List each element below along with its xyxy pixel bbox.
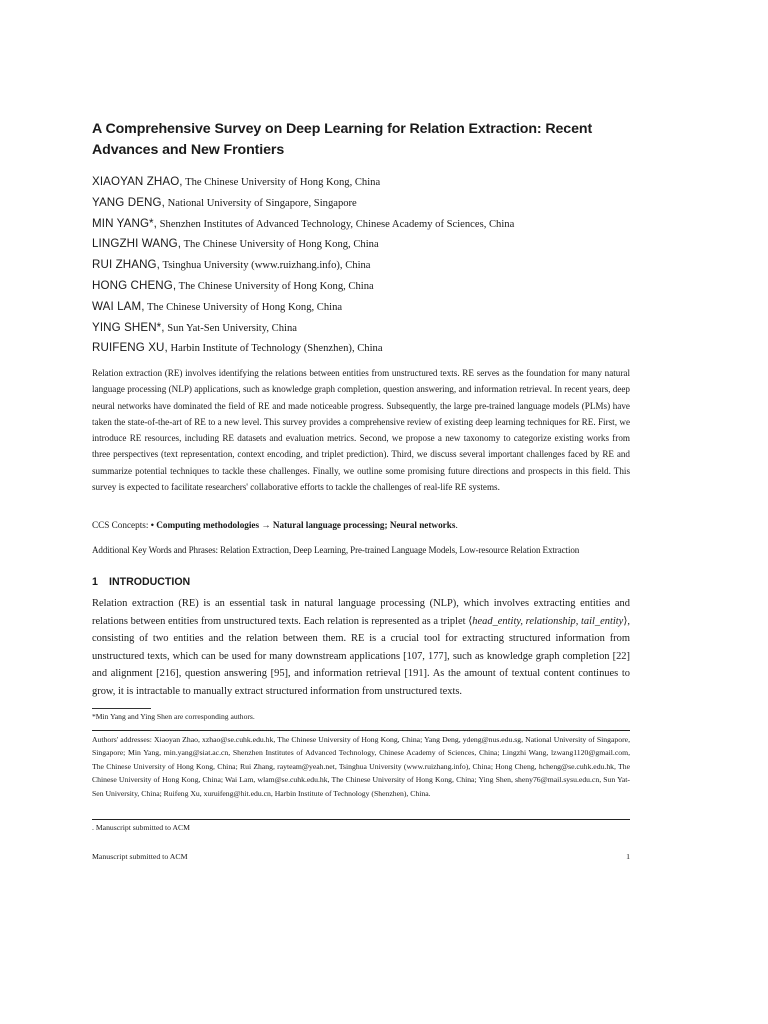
ccs-concept-list: • Computing methodologies → Natural language processing; Neural networks — [150, 520, 456, 530]
section-heading — [92, 575, 190, 589]
keywords: Additional Key Words and Phrases: Relation Extraction, Deep Learning, Pre-trained Language Models, Low-resource Relation Extraction — [92, 545, 580, 555]
ccs-concepts — [92, 518, 630, 532]
author-affiliation: The Chinese University of Hong Kong, China — [181, 239, 379, 251]
author-entry — [92, 338, 630, 359]
intro-text-continued: ⟩, consisting of two entities and the relation between them. RE is a crucial tool for extracting structured information from unstructured texts, which can be used for many downstream applications [107, 177], such as knowledge graph completion [22] and alignment [216], question answering [95], and information retrieval [191]. As the amount of textual content continues to grow, it is intractable to manually extract structured information from unstructured texts. — [92, 615, 630, 697]
author-name: WAI LAM, — [92, 299, 145, 313]
submitted-note: . Manuscript submitted to ACM — [92, 823, 191, 832]
author-name: YANG DENG, — [92, 195, 165, 209]
section-number: 1 — [92, 576, 98, 588]
author-affiliation: Shenzhen Institutes of Advanced Technology, Chinese Academy of Sciences, China — [157, 218, 515, 230]
author-name: HONG CHENG, — [92, 278, 177, 292]
paper-title: A Comprehensive Survey on Deep Learning for Relation Extraction: Recent Advances and New Frontiers — [92, 121, 593, 158]
author-affiliation: The Chinese University of Hong Kong, China — [176, 280, 374, 292]
footer-journal: Manuscript submitted to ACM — [92, 852, 188, 861]
author-addresses: Authors' addresses: Xiaoyan Zhao, xzhao@se.cuhk.edu.hk, The Chinese University of Hong Kong, China; Yang Deng, ydeng@nus.edu.sg, National University of Singapore, Singapore; Min Yang, min.yang@siat.ac.cn, Shenzhen Institutes of Advanced Technology, Chinese Academy of Sciences, China; Lingzhi Wang, lzwang1120@gmail.com, The Chinese University of Hong Kong, China; Rui Zhang, rayteam@yeah.net, Tsinghua University (www.ruizhang.info), China; Hong Cheng, hcheng@se.cuhk.edu.hk, The Chinese University of Hong Kong, China; Wai Lam, wlam@se.cuhk.edu.hk, The Chinese University of Hong Kong, China; Ying Shen, sheny76@mail.sysu.edu.cn, Sun Yat-Sen University, China; Ruifeng Xu, xuruifeng@hit.edu.cn, Harbin Institute of Technology (Shenzhen), China. — [92, 735, 630, 798]
author-affiliation: National University of Singapore, Singapore — [164, 197, 357, 209]
intro-paragraph — [92, 595, 630, 701]
author-entry — [92, 276, 630, 297]
author-entry — [92, 214, 630, 235]
intro-triplet: head_entity, relationship, tail_entity — [472, 615, 624, 627]
author-entry — [92, 172, 630, 193]
author-name: MIN YANG*, — [92, 216, 157, 230]
address-bottom-rule — [92, 819, 630, 820]
author-name: RUI ZHANG, — [92, 258, 160, 272]
ccs-label: CCS Concepts: — [92, 520, 151, 530]
author-entry — [92, 255, 630, 276]
page-number: 1 — [626, 852, 630, 861]
address-top-rule — [92, 730, 630, 731]
author-name: LINGZHI WANG, — [92, 237, 182, 251]
author-entry — [92, 318, 630, 339]
footnote-divider — [92, 708, 151, 709]
author-entry — [92, 297, 630, 318]
author-affiliation: The Chinese University of Hong Kong, China — [182, 177, 381, 188]
author-name: XIAOYAN ZHAO, — [92, 175, 183, 188]
author-entry — [92, 193, 630, 214]
page-footer — [92, 850, 630, 864]
author-affiliation: Harbin Institute of Technology (Shenzhen), China — [167, 343, 383, 355]
author-affiliation: Tsinghua University (www.ruizhang.info), China — [160, 260, 371, 272]
ccs-end: . — [455, 520, 458, 530]
footnote: *Min Yang and Ying Shen are corresponding authors. — [92, 712, 255, 721]
author-affiliation: The Chinese University of Hong Kong, China — [144, 301, 343, 313]
author-affiliation: Sun Yat-Sen University, China — [164, 322, 297, 334]
author-entry — [92, 234, 630, 255]
abstract: Relation extraction (RE) involves identifying the relations between entities from unstructured texts. RE serves as the foundation for many natural language processing (NLP) applications, such as knowledge graph completion, question answering, and information retrieval. In recent years, deep neural networks have dominated the field of RE and made noticeable progress. Subsequently, the large pre-trained language models (PLMs) have taken the state-of-the-art of RE to a new level. This survey provides a comprehensive review of existing deep learning techniques for RE. First, we introduce RE resources, including RE datasets and evaluation metrics. Second, we propose a new taxonomy to categorize existing works from three perspectives (text representation, context encoding, and triplet prediction). Third, we discuss several important challenges faced by RE and summarize potential techniques to tackle these challenges. Finally, we outline some promising future directions and prospects in this field. This survey is expected to facilitate researchers' collaborative efforts to tackle the challenges of real-life RE systems. — [92, 368, 630, 493]
author-list — [92, 172, 630, 359]
author-name: YING SHEN*, — [92, 320, 165, 334]
author-name: RUIFENG XU, — [92, 341, 168, 355]
intro-text: Relation extraction (RE) is an essential task in natural language processing (NLP), which involves extracting entities and relations between entities from unstructured texts. Each relation is represented as a triplet ⟨ — [92, 598, 630, 627]
section-title: INTRODUCTION — [109, 576, 191, 588]
paper-page — [92, 0, 630, 1024]
